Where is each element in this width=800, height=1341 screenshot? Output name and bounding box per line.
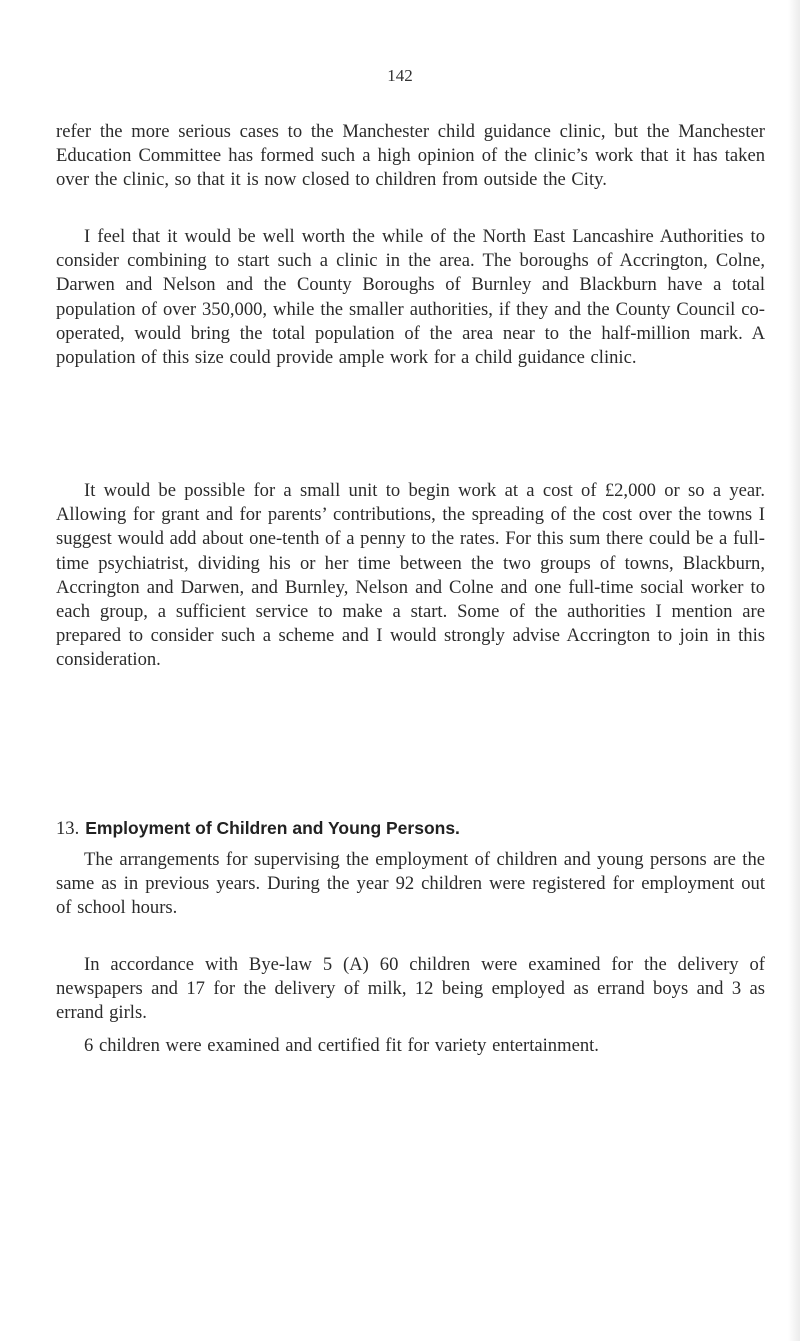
section-title: Employment of Children and Young Persons. [85,818,460,838]
paragraph-employment-arrangements: The arrangements for supervising the employment of children and young persons are the same as in previous years. During the year 92 children were registered for employment out of school hours. [56,849,765,919]
page-number: 142 [387,66,413,85]
paragraph-cost-estimate: It would be possible for a small unit to begin work at a cost of £2,000 or so a year. Allowing for grant and for parents’ contributions, the spreading of the cost over the towns I suggest would add about one-tenth of a penny to the rates. For this sum there could be a full-time psychiatrist, dividing his or her time between the two groups of towns, Blackburn, Accrington and Darwen, and Burnley, Nelson and Colne and one full-time social worker to each group, a sufficient service to make a start. Some of the authorities I mention are prepared to consider such a scheme and I would strongly advise Accrington to join in this consideration. [56,480,765,671]
paragraph-clinic-closure: refer the more serious cases to the Manchester child guidance clinic, but the Manchester Education Committee has formed such a high opinion of the clinic’s work that it has taken over the clinic, so that it is now closed to children from outside the City. [56,121,765,191]
section-number: 13. [56,818,80,839]
paragraph-bye-law-examinations: In accordance with Bye-law 5 (A) 60 children were examined for the delivery of newspapers and 17 for the delivery of milk, 12 being employed as errand boys and 3 as errand girls. [56,954,765,1024]
section-heading [56,816,765,841]
paragraph-proposed-clinic: I feel that it would be well worth the while of the North East Lancashire Authorities to consider combining to start such a clinic in the area. The boroughs of Accrington, Colne, Darwen and Nelson and the County Boroughs of Burnley and Blackburn have a total population of over 350,000, while the smaller authorities, if they and the County Council co-operated, would bring the total population of the area near to the half-million mark. A population of this size could provide ample work for a child guidance clinic. [56,226,765,369]
page-edge-shadow [788,0,800,1341]
paragraph-variety-entertainment: 6 children were examined and certified fit for variety entertainment. [84,1035,599,1056]
